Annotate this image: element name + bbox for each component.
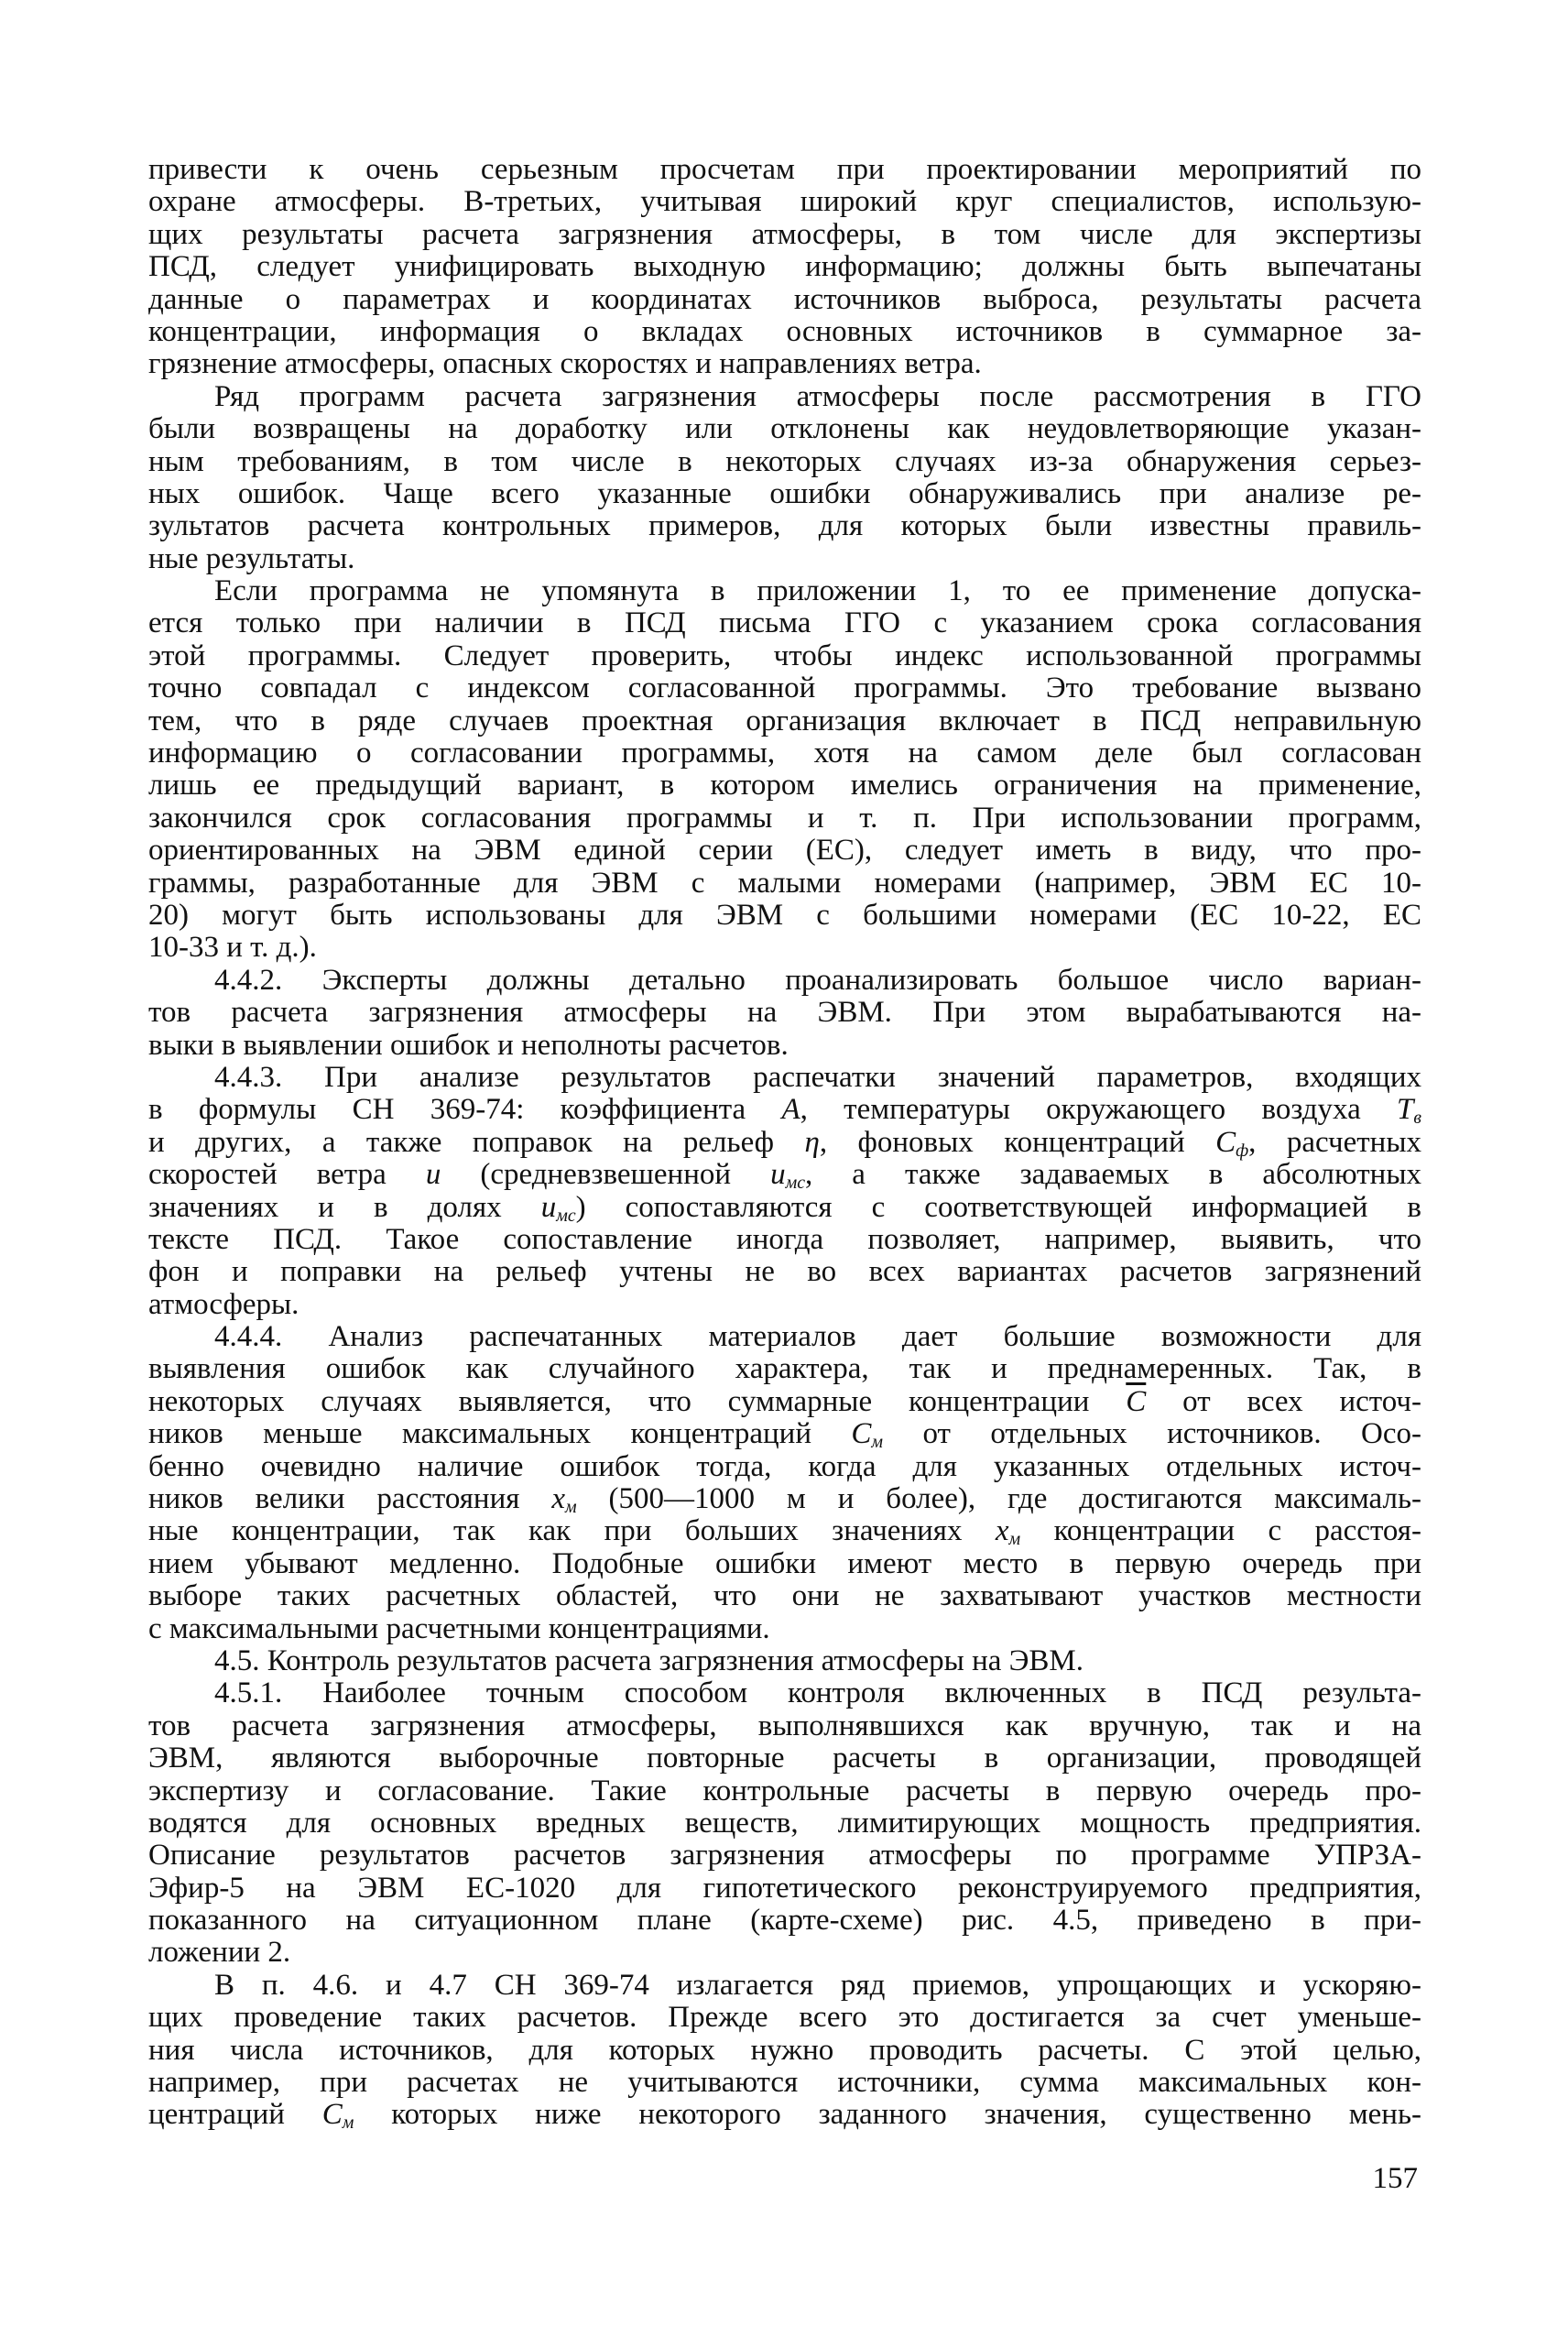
text-segment: , фоновых концентраций [819, 1125, 1216, 1159]
math-symbol-base: $\overline{C}$ [1126, 1384, 1147, 1418]
text-segment: ников велики расстояния [148, 1482, 552, 1516]
math-symbol-base: C [1215, 1125, 1236, 1159]
text-line: Эфир-5 на ЭВМ ЕС-1020 для гипотетического реконструируемого предприятия, [148, 1871, 1421, 1905]
paragraph [148, 154, 1421, 381]
paragraph [148, 1645, 1421, 1677]
text-segment: ников меньше максимальных концентраций [148, 1417, 852, 1451]
text-segment: ) сопоставляются с соответствующей информацией в [575, 1190, 1421, 1224]
text-segment: , температуры окружающего воздуха [800, 1093, 1398, 1127]
text-segment: от всех источ- [1146, 1384, 1421, 1418]
math-symbol [541, 1191, 576, 1224]
text-segment: некоторых случаях выявляется, что суммарные концентрации [148, 1384, 1127, 1418]
math-subscript: мс [556, 1205, 576, 1226]
paragraph [148, 381, 1421, 575]
text-line: 4.4.3. При анализе результатов распечатки значений параметров, входящих [214, 1060, 1421, 1094]
text-line: например, при расчетах не учитываются источники, сумма максимальных кон- [148, 2066, 1421, 2100]
text-line: ориентированных на ЭВМ единой серии (ЕС), следует иметь в виду, что про- [148, 834, 1421, 868]
text-segment: и других, а также поправок на рельеф [148, 1125, 805, 1159]
math-symbol-base: C [321, 2098, 343, 2132]
paragraph [148, 965, 1421, 1062]
text-line: щих проведение таких расчетов. Прежде всего это достигается за счет уменьше- [148, 2001, 1421, 2035]
text-line: выки в выявлении ошибок и неполноты расчетов. [148, 1028, 789, 1062]
text-line: экспертизу и согласование. Такие контрольные расчеты в первую очередь про- [148, 1774, 1421, 1807]
text-line: привести к очень серьезным просчетам при проектировании мероприятий по [148, 153, 1421, 186]
text-segment: ные концентрации, так как при больших значениях [148, 1514, 996, 1548]
text-line: 4.5. Контроль результатов расчета загрязнения атмосферы на ЭВМ. [214, 1643, 1084, 1677]
text-line: граммы, разработанные для ЭВМ с малыми номерами (например, ЭВМ ЕС 10- [148, 866, 1421, 900]
math-subscript: м [564, 1496, 577, 1517]
text-line: бенно очевидно наличие ошибок тогда, когда для указанных отдельных источ- [148, 1449, 1421, 1483]
math-symbol-base: x [551, 1482, 565, 1516]
text-line: закончился срок согласования программы и т. п. При использовании программ, [148, 801, 1421, 835]
text-line: этой программы. Следует проверить, чтобы индекс использованной программы [148, 639, 1421, 672]
text-line: Если программа не упомянута в приложении 1, то ее применение допуска- [214, 574, 1421, 608]
math-symbol [321, 2098, 354, 2134]
text-line: ложении 2. [148, 1936, 291, 1970]
text-line: грязнение атмосферы, опасных скоростях и направлениях ветра. [148, 347, 982, 381]
text-line: информацию о согласовании программы, хотя на самом деле был согласован [148, 737, 1421, 770]
math-symbol [770, 1158, 805, 1194]
text-line: нием убывают медленно. Подобные ошибки имеют место в первую очередь при [148, 1546, 1421, 1580]
math-symbol-base: T [1397, 1093, 1414, 1127]
text-line: тексте ПСД. Такое сопоставление иногда позволяет, например, выявить, что [148, 1222, 1421, 1256]
math-subscript: мс [785, 1173, 805, 1194]
text-line: щих результаты расчета загрязнения атмосферы, в том числе для экспертизы [148, 217, 1421, 251]
text-segment: скоростей ветра [148, 1158, 426, 1192]
text-segment: от отдельных источников. Осо- [883, 1417, 1421, 1451]
text-line: выборе таких расчетных областей, что они не захватывают участков местности [148, 1579, 1421, 1613]
math-symbol [995, 1514, 1021, 1550]
text-line: показанного на ситуационном плане (карте-схеме) рис. 4.5, приведено в при- [148, 1904, 1421, 1938]
math-symbol [851, 1417, 884, 1453]
math-symbol [1215, 1126, 1248, 1159]
text-line: В п. 4.6. и 4.7 СН 369-74 излагается ряд приемов, упрощающих и ускоряю- [214, 1968, 1421, 2002]
text-line: ПСД, следует унифицировать выходную информацию; должны быть выпечатаны [148, 250, 1421, 284]
text-line [148, 1514, 1421, 1550]
text-segment: , а также задаваемых в абсолютных [805, 1158, 1421, 1192]
text-line: 20) могут быть использованы для ЭВМ с большими номерами (ЕС 10-22, ЕС [148, 898, 1421, 932]
text-line: точно совпадал с индексом согласованной программы. Это требование вызвано [148, 672, 1421, 705]
text-line: выявления ошибок как случайного характера, так и преднамеренных. Так, в [148, 1352, 1421, 1386]
text-segment: концентрации с расстоя- [1020, 1514, 1421, 1548]
text-line: фон и поправки на рельеф учтены не во всех вариантах расчетов загрязнений [148, 1255, 1421, 1289]
text-line: 4.4.4. Анализ распечатанных материалов дает большие возможности для [214, 1320, 1421, 1354]
math-symbol [1397, 1093, 1421, 1129]
math-symbol-base: A [781, 1093, 800, 1127]
math-subscript: м [342, 2113, 354, 2134]
text-line: 4.4.2. Эксперты должны детально проанализировать большое число вариан- [214, 963, 1421, 997]
page-number: 157 [1372, 2162, 1418, 2195]
math-symbol [426, 1158, 441, 1191]
text-segment: , расчетных [1248, 1125, 1421, 1159]
math-symbol-base: η [804, 1125, 820, 1159]
text-line [148, 1483, 1421, 1515]
math-symbol [551, 1482, 576, 1515]
math-symbol-base: u [425, 1158, 441, 1192]
text-line: водятся для основных вредных веществ, лимитирующих мощность предприятия. [148, 1806, 1421, 1840]
paragraph [148, 1970, 1421, 2132]
text-line: ния числа источников, для которых нужно проводить расчеты. С этой целью, [148, 2033, 1421, 2067]
math-symbol [781, 1093, 800, 1126]
text-line: ЭВМ, являются выборочные повторные расчеты в организации, проводящей [148, 1742, 1421, 1775]
paragraph [148, 1321, 1421, 1645]
text-line: ным требованиям, в том числе в некоторых случаях из-за обнаружения серьез- [148, 444, 1421, 478]
text-line [148, 1192, 1421, 1224]
text-line [148, 1158, 1421, 1194]
paragraph [148, 1062, 1421, 1321]
text-line: тем, что в ряде случаев проектная организация включает в ПСД неправильную [148, 704, 1421, 737]
text-line: данные о параметрах и координатах источников выброса, результаты расчета [148, 282, 1421, 316]
text-line: с максимальными расчетными концентрациями. [148, 1611, 770, 1645]
text-segment: (500—1000 м и более), где достигаются максималь- [576, 1482, 1422, 1516]
text-segment: которых ниже некоторого заданного значения, существенно мень- [354, 2098, 1421, 2132]
text-line [148, 1417, 1421, 1453]
text-line [148, 1127, 1421, 1159]
text-segment: центраций [148, 2098, 322, 2132]
text-segment: (средневзвешенной [441, 1158, 771, 1192]
text-line: ные результаты. [148, 541, 355, 575]
text-line: атмосферы. [148, 1287, 299, 1321]
text-line: лишь ее предыдущий вариант, в котором имелись ограничения на применение, [148, 769, 1421, 803]
math-subscript: м [871, 1432, 884, 1453]
text-segment: значениях и в долях [148, 1190, 541, 1224]
text-line [148, 1093, 1421, 1129]
text-line: Описание результатов расчетов загрязнения атмосферы по программе УПРЗА- [148, 1839, 1421, 1873]
math-symbol-base: C [851, 1417, 872, 1451]
text-line: охране атмосферы. В-третьих, учитывая широкий круг специалистов, использую- [148, 185, 1421, 219]
math-subscript: в [1413, 1108, 1421, 1129]
text-line: 4.5.1. Наиболее точным способом контроля включенных в ПСД результа- [214, 1676, 1421, 1710]
text-line: ется только при наличии в ПСД письма ГГО с указанием срока согласования [148, 606, 1421, 640]
math-symbol-base: u [770, 1158, 786, 1192]
math-symbol-base: u [540, 1190, 557, 1224]
math-subscript: м [1008, 1529, 1021, 1550]
text-line: тов расчета загрязнения атмосферы, выполнявшихся как вручную, так и на [148, 1709, 1421, 1742]
math-symbol [1126, 1385, 1146, 1418]
math-symbol-base: x [995, 1514, 1009, 1548]
text-line [148, 1386, 1421, 1418]
page-body-text [148, 154, 1421, 2132]
math-symbol [804, 1126, 819, 1159]
text-line [148, 2098, 1421, 2134]
text-segment: в формулы СН 369-74: коэффициента [148, 1093, 782, 1127]
paragraph [148, 575, 1421, 965]
text-line: Ряд программ расчета загрязнения атмосферы после рассмотрения в ГГО [214, 379, 1421, 413]
text-line: тов расчета загрязнения атмосферы на ЭВМ. При этом вырабатываются на- [148, 996, 1421, 1030]
text-line: были возвращены на доработку или отклонены как неудовлетворяющие указан- [148, 412, 1421, 446]
text-line: зультатов расчета контрольных примеров, для которых были известны правиль- [148, 509, 1421, 543]
text-line: ных ошибок. Чаще всего указанные ошибки обнаруживались при анализе ре- [148, 476, 1421, 510]
text-line: концентрации, информация о вкладах основных источников в суммарное за- [148, 314, 1421, 348]
paragraph [148, 1677, 1421, 1970]
text-line: 10-33 и т. д.). [148, 931, 317, 965]
math-subscript: ф [1236, 1140, 1249, 1161]
